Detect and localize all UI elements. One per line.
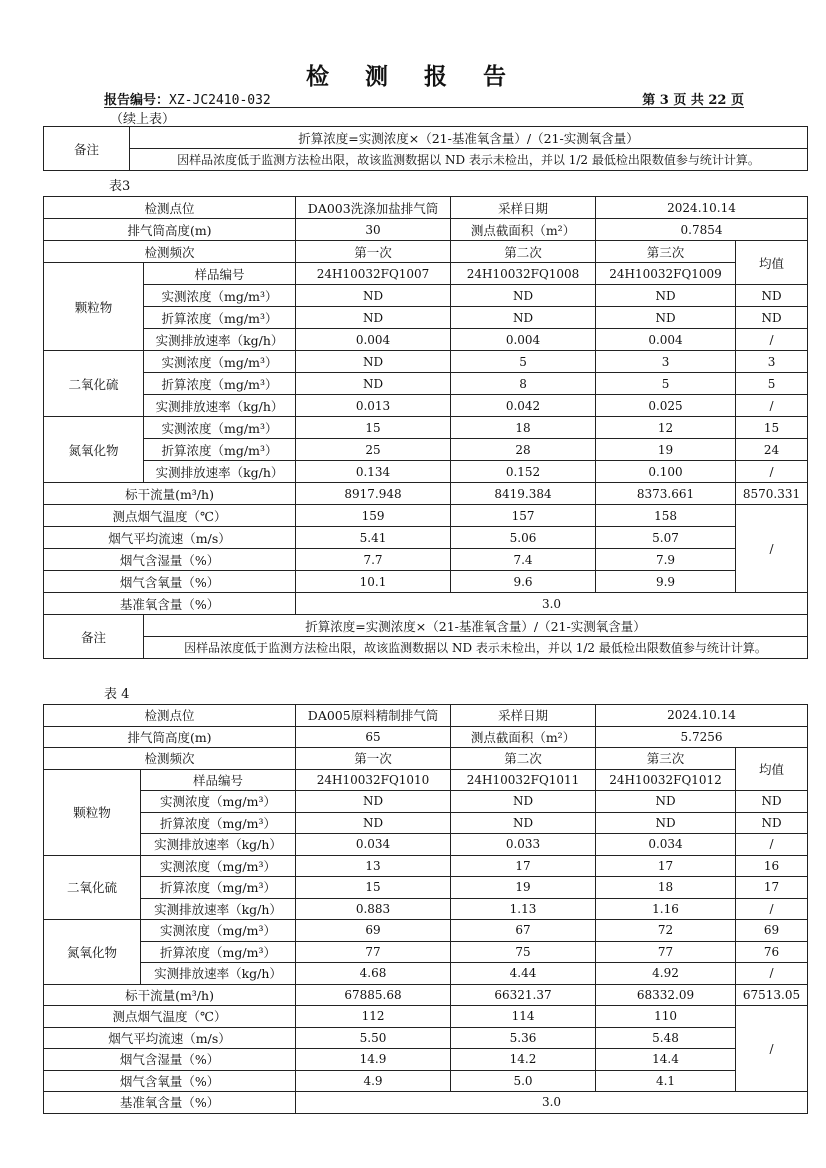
t4-cell: ND <box>296 791 451 813</box>
t4-sample-1: 24H10032FQ1010 <box>296 769 451 791</box>
t4-group-particulate: 颗粒物 <box>44 769 141 855</box>
t4-row-label: 折算浓度（mg/m³） <box>141 877 296 899</box>
t4-group-so2: 二氧化硫 <box>44 855 141 920</box>
t3-cell: 5 <box>596 373 736 395</box>
t3-avg-cell: ND <box>736 307 808 329</box>
t4-cell: 5.36 <box>451 1027 596 1049</box>
t3-row-label: 实测排放速率（kg/h） <box>144 461 296 483</box>
t3-cell: 19 <box>596 439 736 461</box>
t4-row-label: 实测浓度（mg/m³） <box>141 791 296 813</box>
table4 <box>43 704 808 1114</box>
t3-cell: 5 <box>451 351 596 373</box>
t4-cell: 112 <box>296 1006 451 1028</box>
t4-row-label: 实测排放速率（kg/h） <box>141 963 296 985</box>
t3-cell: ND <box>451 307 596 329</box>
t4-group-nox: 氮氧化物 <box>44 920 141 985</box>
t4-run-1: 第一次 <box>296 748 451 770</box>
t4-cell: 0.034 <box>596 834 736 856</box>
t3-cell: ND <box>296 285 451 307</box>
t3-avg-cell: 5 <box>736 373 808 395</box>
t3-cell: 7.7 <box>296 549 451 571</box>
t4-cell: 17 <box>451 855 596 877</box>
t3-freq-label: 检测频次 <box>44 241 296 263</box>
t4-cell: 0.033 <box>451 834 596 856</box>
t4-height-label: 排气筒高度(m) <box>44 726 296 748</box>
t4-sample-3: 24H10032FQ1012 <box>596 769 736 791</box>
table3 <box>43 196 808 659</box>
t3-cell: ND <box>451 285 596 307</box>
t3-cell: 7.9 <box>596 549 736 571</box>
t4-cell: 14.2 <box>451 1049 596 1071</box>
t4-avg-cell: ND <box>736 812 808 834</box>
t4-avg-cell: 16 <box>736 855 808 877</box>
t3-cell: 0.025 <box>596 395 736 417</box>
t4-cell: 67 <box>451 920 596 942</box>
t4-cell: 1.16 <box>596 898 736 920</box>
t3-cell: 0.004 <box>596 329 736 351</box>
t3-run-1: 第一次 <box>296 241 451 263</box>
t4-area-label: 测点截面积（m²） <box>451 726 596 748</box>
t4-base-o2-value: 3.0 <box>296 1092 808 1114</box>
t3-cell: 0.004 <box>296 329 451 351</box>
t3-avg-cell: / <box>736 461 808 483</box>
t3-row-label: 实测浓度（mg/m³） <box>144 351 296 373</box>
t4-flow-label: 标干流量(m³/h) <box>44 984 296 1006</box>
t3-cell: ND <box>296 351 451 373</box>
t3-group-so2: 二氧化硫 <box>44 351 144 417</box>
t3-area-value: 0.7854 <box>596 219 808 241</box>
t3-cell: 10.1 <box>296 571 451 593</box>
t3-cell: 0.042 <box>451 395 596 417</box>
t4-cell: 5.50 <box>296 1027 451 1049</box>
t4-cell: 68332.09 <box>596 984 736 1006</box>
t4-cell: 0.034 <box>296 834 451 856</box>
t3-cell: ND <box>296 307 451 329</box>
t3-flow-label: 标干流量(m³/h) <box>44 483 296 505</box>
t3-point-value: DA003洗涤加盐排气筒 <box>296 197 451 219</box>
t3-avg-cell: 24 <box>736 439 808 461</box>
t3-cell: 0.134 <box>296 461 451 483</box>
t3-cell: 3 <box>596 351 736 373</box>
t3-group-particulate: 颗粒物 <box>44 263 144 351</box>
page-info: 第 3 页 共 22 页 <box>642 93 744 108</box>
t4-cell: 69 <box>296 920 451 942</box>
t3-sample-2: 24H10032FQ1008 <box>451 263 596 285</box>
t4-avg-cell: / <box>736 963 808 985</box>
t4-sample-2: 24H10032FQ1011 <box>451 769 596 791</box>
t3-row-label: 折算浓度（mg/m³） <box>144 307 296 329</box>
t3-point-label: 检测点位 <box>44 197 296 219</box>
t4-avg-label: 均值 <box>736 748 808 791</box>
t3-date-value: 2024.10.14 <box>596 197 808 219</box>
t3-note-nd-rule: 因样品浓度低于监测方法检出限，故该监测数据以 ND 表示未检出，并以 1/2 最低检出限数值参与统计计算。 <box>144 637 808 659</box>
t4-cell: 5.48 <box>596 1027 736 1049</box>
t4-run-3: 第三次 <box>596 748 736 770</box>
t3-cell: 8917.948 <box>296 483 451 505</box>
t4-height-value: 65 <box>296 726 451 748</box>
t3-cell: 12 <box>596 417 736 439</box>
t4-avg-cell: 17 <box>736 877 808 899</box>
t4-cell: 19 <box>451 877 596 899</box>
t3-row-label: 折算浓度（mg/m³） <box>144 439 296 461</box>
t4-cell: 75 <box>451 941 596 963</box>
t4-cell: ND <box>296 812 451 834</box>
table4-caption: 表 4 <box>104 687 130 702</box>
t3-cell: 8419.384 <box>451 483 596 505</box>
t3-sample-1: 24H10032FQ1007 <box>296 263 451 285</box>
t4-cell: 77 <box>296 941 451 963</box>
t3-cell: 157 <box>451 505 596 527</box>
top-note-table <box>43 126 808 171</box>
t3-avg-cell: ND <box>736 285 808 307</box>
t4-cell: 114 <box>451 1006 596 1028</box>
t4-row-label: 实测排放速率（kg/h） <box>141 898 296 920</box>
t3-base-o2-value: 3.0 <box>296 593 808 615</box>
report-number-label: 报告编号： <box>104 93 170 108</box>
t4-cell: 1.13 <box>451 898 596 920</box>
t3-cell: 158 <box>596 505 736 527</box>
t3-cell: ND <box>596 285 736 307</box>
t3-param-label: 烟气含氧量（%） <box>44 571 296 593</box>
t3-param-label: 烟气平均流速（m/s） <box>44 527 296 549</box>
t3-avg-cell: 8570.331 <box>736 483 808 505</box>
top-note-label: 备注 <box>44 127 130 171</box>
t4-sample-label: 样品编号 <box>141 769 296 791</box>
t4-cell: 66321.37 <box>451 984 596 1006</box>
t4-cell: 14.9 <box>296 1049 451 1071</box>
t3-sample-3: 24H10032FQ1009 <box>596 263 736 285</box>
t3-group-nox: 氮氧化物 <box>44 417 144 483</box>
t3-cell: 9.9 <box>596 571 736 593</box>
t3-cell: 5.41 <box>296 527 451 549</box>
t3-cell: 25 <box>296 439 451 461</box>
t3-avg-label: 均值 <box>736 241 808 285</box>
t4-row-label: 实测排放速率（kg/h） <box>141 834 296 856</box>
t4-cell: ND <box>451 791 596 813</box>
t3-param-label: 烟气含湿量（%） <box>44 549 296 571</box>
t4-cell: 13 <box>296 855 451 877</box>
t4-cell: 4.68 <box>296 963 451 985</box>
t4-avg-cell: 76 <box>736 941 808 963</box>
t3-row-label: 实测浓度（mg/m³） <box>144 417 296 439</box>
continued-label: （续上表） <box>110 112 176 127</box>
t4-cell: 4.9 <box>296 1070 451 1092</box>
t3-note-formula: 折算浓度=实测浓度×（21-基准氧含量）/（21-实测氧含量） <box>144 615 808 637</box>
t4-cell: 77 <box>596 941 736 963</box>
t3-cell: 0.152 <box>451 461 596 483</box>
t3-cell: 5.06 <box>451 527 596 549</box>
t4-point-value: DA005原料精制排气筒 <box>296 705 451 727</box>
t3-cell: 0.013 <box>296 395 451 417</box>
t3-cell: ND <box>296 373 451 395</box>
t4-run-2: 第二次 <box>451 748 596 770</box>
t4-area-value: 5.7256 <box>596 726 808 748</box>
t3-base-o2-label: 基准氧含量（%） <box>44 593 296 615</box>
t4-cell: 72 <box>596 920 736 942</box>
top-note-formula: 折算浓度=实测浓度×（21-基准氧含量）/（21-实测氧含量） <box>130 127 808 149</box>
t3-cell: 15 <box>296 417 451 439</box>
t4-avg-cell: / <box>736 834 808 856</box>
t4-cell: 110 <box>596 1006 736 1028</box>
t3-row-label: 实测排放速率（kg/h） <box>144 395 296 417</box>
t4-cell: 18 <box>596 877 736 899</box>
t4-params-avg: / <box>736 1006 808 1092</box>
t3-run-3: 第三次 <box>596 241 736 263</box>
t4-freq-label: 检测频次 <box>44 748 296 770</box>
table3-caption: 表3 <box>109 179 131 194</box>
t3-avg-cell: 3 <box>736 351 808 373</box>
t4-point-label: 检测点位 <box>44 705 296 727</box>
t4-row-label: 实测浓度（mg/m³） <box>141 855 296 877</box>
t4-cell: 67885.68 <box>296 984 451 1006</box>
t4-cell: 5.0 <box>451 1070 596 1092</box>
t4-cell: 15 <box>296 877 451 899</box>
t3-param-label: 测点烟气温度（℃） <box>44 505 296 527</box>
t4-cell: 4.44 <box>451 963 596 985</box>
t3-avg-cell: / <box>736 395 808 417</box>
t3-area-label: 测点截面积（m²） <box>451 219 596 241</box>
t3-cell: 159 <box>296 505 451 527</box>
t3-height-label: 排气筒高度(m) <box>44 219 296 241</box>
report-number-value: XZ-JC2410-032 <box>169 93 271 108</box>
t4-cell: 0.883 <box>296 898 451 920</box>
t3-row-label: 折算浓度（mg/m³） <box>144 373 296 395</box>
report-header <box>104 87 744 108</box>
t3-cell: 28 <box>451 439 596 461</box>
t4-row-label: 折算浓度（mg/m³） <box>141 812 296 834</box>
t3-cell: ND <box>596 307 736 329</box>
report-title: 检 测 报 告 <box>305 63 521 90</box>
report-number <box>104 89 271 108</box>
t4-avg-cell: / <box>736 898 808 920</box>
t4-param-label: 烟气含湿量（%） <box>44 1049 296 1071</box>
t3-avg-cell: / <box>736 329 808 351</box>
t3-height-value: 30 <box>296 219 451 241</box>
t4-row-label: 折算浓度（mg/m³） <box>141 941 296 963</box>
t3-params-avg: / <box>736 505 808 593</box>
t4-cell: ND <box>596 812 736 834</box>
t3-date-label: 采样日期 <box>451 197 596 219</box>
t3-cell: 8373.661 <box>596 483 736 505</box>
t3-cell: 7.4 <box>451 549 596 571</box>
t4-avg-cell: 67513.05 <box>736 984 808 1006</box>
t4-avg-cell: ND <box>736 791 808 813</box>
t4-param-label: 烟气含氧量（%） <box>44 1070 296 1092</box>
t4-row-label: 实测浓度（mg/m³） <box>141 920 296 942</box>
t4-date-label: 采样日期 <box>451 705 596 727</box>
t4-param-label: 测点烟气温度（℃） <box>44 1006 296 1028</box>
t4-avg-cell: 69 <box>736 920 808 942</box>
t4-cell: ND <box>596 791 736 813</box>
t3-cell: 0.100 <box>596 461 736 483</box>
t3-avg-cell: 15 <box>736 417 808 439</box>
t4-cell: 4.1 <box>596 1070 736 1092</box>
t3-row-label: 实测浓度（mg/m³） <box>144 285 296 307</box>
t3-cell: 9.6 <box>451 571 596 593</box>
t3-cell: 18 <box>451 417 596 439</box>
top-note-nd-rule: 因样品浓度低于监测方法检出限，故该监测数据以 ND 表示未检出，并以 1/2 最低检出限数值参与统计计算。 <box>130 149 808 171</box>
t3-cell: 5.07 <box>596 527 736 549</box>
t4-param-label: 烟气平均流速（m/s） <box>44 1027 296 1049</box>
t3-run-2: 第二次 <box>451 241 596 263</box>
t4-cell: ND <box>451 812 596 834</box>
t3-note-label: 备注 <box>44 615 144 659</box>
t3-row-label: 实测排放速率（kg/h） <box>144 329 296 351</box>
t4-cell: 4.92 <box>596 963 736 985</box>
t4-base-o2-label: 基准氧含量（%） <box>44 1092 296 1114</box>
t3-cell: 8 <box>451 373 596 395</box>
t4-cell: 14.4 <box>596 1049 736 1071</box>
t3-cell: 0.004 <box>451 329 596 351</box>
t4-date-value: 2024.10.14 <box>596 705 808 727</box>
t3-sample-label: 样品编号 <box>144 263 296 285</box>
t4-cell: 17 <box>596 855 736 877</box>
